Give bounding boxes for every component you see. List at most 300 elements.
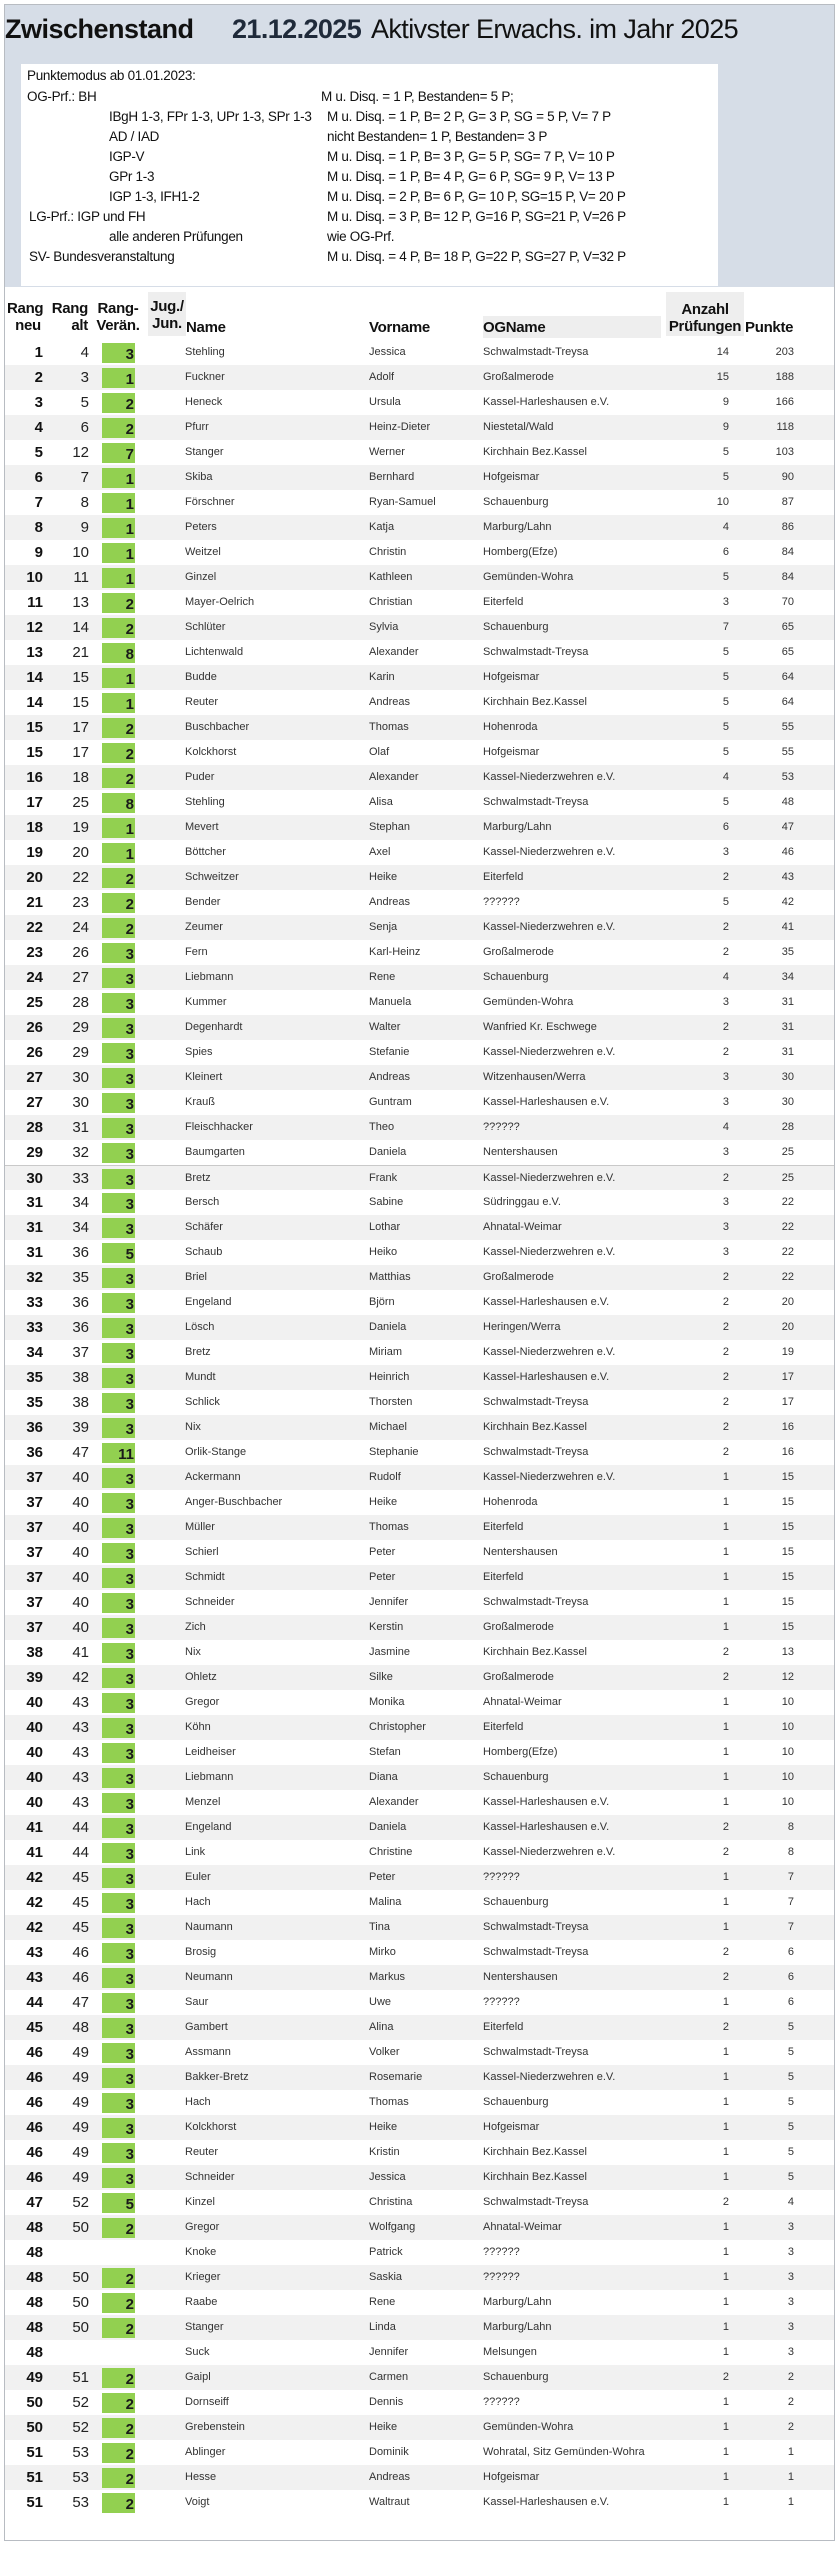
cell-vorname: Guntram	[369, 1096, 412, 1108]
legend-rule: wie OG-Prf.	[327, 229, 395, 244]
table-row	[5, 2315, 834, 2340]
col-vorname: Vorname	[369, 319, 430, 336]
cell-vorname: Rene	[369, 2296, 396, 2308]
cell-rang-neu: 22	[26, 919, 43, 936]
cell-rang-change: 3	[102, 1793, 135, 1813]
col-rang-veraen	[93, 300, 143, 334]
cell-vorname: Peter	[369, 1571, 396, 1583]
cell-name: Stanger	[185, 2321, 224, 2333]
cell-rang-change: 1	[102, 468, 135, 488]
legend-category: IGP-V	[109, 149, 145, 164]
cell-punkte: 166	[775, 396, 794, 408]
cell-ogname: Hofgeismar	[483, 471, 540, 483]
cell-name: Lösch	[185, 1321, 215, 1333]
cell-rang-neu: 44	[26, 1994, 43, 2011]
cell-name: Fern	[185, 946, 208, 958]
cell-ogname: ??????	[483, 2246, 520, 2258]
table-row	[5, 1390, 834, 1415]
cell-name: Orlik-Stange	[185, 1446, 247, 1458]
cell-rang-neu: 42	[26, 1869, 43, 1886]
table-row	[5, 1815, 834, 1840]
cell-rang-alt: 49	[72, 2044, 89, 2061]
cell-punkte: 15	[781, 1571, 794, 1583]
cell-vorname: Ryan-Samuel	[369, 496, 436, 508]
cell-rang-neu: 36	[26, 1419, 43, 1436]
cell-anzahl-pruefungen: 1	[722, 2296, 729, 2308]
table-row	[5, 1415, 834, 1440]
cell-rang-neu: 46	[26, 2169, 43, 2186]
cell-rang-change: 3	[102, 1493, 135, 1513]
cell-name: Bender	[185, 896, 221, 908]
legend-rule: M u. Disq. = 1 P, Bestanden= 5 P;	[321, 89, 514, 104]
cell-vorname: Axel	[369, 846, 391, 858]
cell-punkte: 15	[781, 1546, 794, 1558]
cell-anzahl-pruefungen: 2	[722, 1946, 729, 1958]
cell-rang-neu: 33	[26, 1319, 43, 1336]
cell-vorname: Monika	[369, 1696, 405, 1708]
table-row	[5, 915, 834, 940]
cell-rang-alt: 15	[72, 694, 89, 711]
table-row	[5, 1515, 834, 1540]
cell-vorname: Stefan	[369, 1746, 401, 1758]
cell-rang-alt: 49	[72, 2169, 89, 2186]
table-row	[5, 590, 834, 615]
cell-name: Stehling	[185, 796, 225, 808]
cell-rang-change: 2	[102, 2268, 135, 2288]
cell-punkte: 6	[787, 1996, 794, 2008]
table-row	[5, 1440, 834, 1465]
cell-punkte: 25	[781, 1146, 794, 1158]
cell-anzahl-pruefungen: 1	[722, 1796, 729, 1808]
cell-anzahl-pruefungen: 1	[722, 1921, 729, 1933]
cell-rang-change: 3	[102, 1193, 135, 1213]
cell-rang-change: 3	[102, 1293, 135, 1313]
cell-vorname: Sylvia	[369, 621, 399, 633]
cell-anzahl-pruefungen: 2	[722, 871, 729, 883]
cell-rang-neu: 40	[26, 1744, 43, 1761]
table-row	[5, 2240, 834, 2265]
cell-rang-change: 1	[102, 693, 135, 713]
cell-name: Briel	[185, 1271, 208, 1283]
cell-ogname: Schauenburg	[483, 621, 549, 633]
cell-rang-change: 1	[102, 568, 135, 588]
cell-vorname: Werner	[369, 446, 405, 458]
cell-rang-neu: 26	[26, 1019, 43, 1036]
cell-name: Liebmann	[185, 971, 234, 983]
cell-ogname: Südringgau e.V.	[483, 1196, 561, 1208]
table-row	[5, 2140, 834, 2165]
cell-rang-alt: 5	[80, 394, 89, 411]
cell-punkte: 5	[787, 2096, 794, 2108]
cell-rang-neu: 35	[26, 1369, 43, 1386]
cell-rang-neu: 20	[26, 869, 43, 886]
cell-vorname: Andreas	[369, 696, 410, 708]
cell-rang-neu: 51	[26, 2494, 43, 2511]
cell-rang-change: 1	[102, 543, 135, 563]
cell-vorname: Thomas	[369, 2096, 409, 2108]
cell-anzahl-pruefungen: 4	[722, 971, 729, 983]
cell-vorname: Alexander	[369, 771, 419, 783]
cell-vorname: Heike	[369, 2121, 398, 2133]
cell-rang-neu: 36	[26, 1444, 43, 1461]
cell-rang-change: 3	[102, 1169, 135, 1189]
cell-rang-neu: 37	[26, 1519, 43, 1536]
legend-category: IBgH 1-3, FPr 1-3, UPr 1-3, SPr 1-3	[109, 109, 312, 124]
table-row	[5, 1790, 834, 1815]
cell-rang-neu: 37	[26, 1469, 43, 1486]
cell-vorname: Senja	[369, 921, 398, 933]
cell-anzahl-pruefungen: 5	[722, 471, 729, 483]
ranking-table	[5, 340, 834, 2515]
cell-vorname: Carmen	[369, 2371, 409, 2383]
legend-category: GPr 1-3	[109, 169, 155, 184]
table-row	[5, 2215, 834, 2240]
cell-ogname: Nentershausen	[483, 1546, 558, 1558]
cell-vorname: Christopher	[369, 1721, 426, 1733]
cell-vorname: Wolfgang	[369, 2221, 416, 2233]
cell-ogname: Schwalmstadt-Treysa	[483, 1596, 589, 1608]
cell-ogname: ??????	[483, 1996, 520, 2008]
cell-rang-change: 2	[102, 2293, 135, 2313]
cell-vorname: Volker	[369, 2046, 400, 2058]
cell-rang-neu: 15	[26, 744, 43, 761]
cell-name: Böttcher	[185, 846, 226, 858]
cell-vorname: Walter	[369, 1021, 401, 1033]
cell-rang-alt: 43	[72, 1719, 89, 1736]
cell-rang-change: 2	[102, 868, 135, 888]
cell-name: Link	[185, 1846, 206, 1858]
cell-rang-alt: 17	[72, 744, 89, 761]
cell-vorname: Jasmine	[369, 1646, 410, 1658]
cell-name: Euler	[185, 1871, 211, 1883]
cell-punkte: 10	[781, 1746, 794, 1758]
table-row	[5, 1540, 834, 1565]
cell-rang-neu: 1	[34, 344, 43, 361]
cell-rang-change: 8	[102, 643, 135, 663]
cell-vorname: Andreas	[369, 896, 410, 908]
cell-ogname: Kassel-Niederzwehren e.V.	[483, 1246, 616, 1258]
cell-vorname: Manuela	[369, 996, 412, 1008]
cell-ogname: Eiterfeld	[483, 1721, 524, 1733]
cell-rang-neu: 10	[26, 569, 43, 586]
cell-ogname: Schwalmstadt-Treysa	[483, 796, 589, 808]
cell-rang-neu: 38	[26, 1644, 43, 1661]
cell-vorname: Tina	[369, 1921, 390, 1933]
cell-anzahl-pruefungen: 1	[722, 2471, 729, 2483]
cell-name: Ablinger	[185, 2446, 226, 2458]
table-row	[5, 415, 834, 440]
cell-ogname: Kassel-Harleshausen e.V.	[483, 1796, 610, 1808]
cell-anzahl-pruefungen: 1	[722, 2246, 729, 2258]
table-row	[5, 1065, 834, 1090]
cell-anzahl-pruefungen: 2	[722, 1846, 729, 1858]
cell-vorname: Björn	[369, 1296, 395, 1308]
cell-anzahl-pruefungen: 6	[722, 821, 729, 833]
cell-ogname: Schwalmstadt-Treysa	[483, 1396, 589, 1408]
cell-punkte: 10	[781, 1771, 794, 1783]
table-row	[5, 1740, 834, 1765]
table-row	[5, 1915, 834, 1940]
cell-anzahl-pruefungen: 1	[722, 1896, 729, 1908]
cell-name: Heneck	[185, 396, 223, 408]
cell-name: Kolckhorst	[185, 2121, 237, 2133]
table-row	[5, 2090, 834, 2115]
cell-ogname: ??????	[483, 2271, 520, 2283]
cell-punkte: 46	[781, 846, 794, 858]
cell-punkte: 5	[787, 2021, 794, 2033]
table-row	[5, 1290, 834, 1315]
cell-anzahl-pruefungen: 2	[722, 1646, 729, 1658]
cell-name: Gregor	[185, 2221, 220, 2233]
cell-rang-change: 3	[102, 1418, 135, 1438]
cell-ogname: Großalmerode	[483, 1671, 554, 1683]
cell-anzahl-pruefungen: 5	[722, 446, 729, 458]
cell-rang-neu: 42	[26, 1894, 43, 1911]
cell-ogname: Kirchhain Bez.Kassel	[483, 2171, 587, 2183]
cell-vorname: Kathleen	[369, 571, 413, 583]
cell-name: Kolckhorst	[185, 746, 237, 758]
cell-punkte: 35	[781, 946, 794, 958]
cell-rang-change: 3	[102, 1368, 135, 1388]
cell-anzahl-pruefungen: 1	[722, 1571, 729, 1583]
cell-rang-alt: 45	[72, 1894, 89, 1911]
table-row	[5, 1865, 834, 1890]
cell-rang-neu: 51	[26, 2469, 43, 2486]
table-row	[5, 1965, 834, 1990]
cell-name: Stehling	[185, 346, 225, 358]
title-label: Zwischenstand	[5, 14, 194, 44]
cell-rang-neu: 39	[26, 1669, 43, 1686]
cell-rang-neu: 46	[26, 2144, 43, 2161]
cell-punkte: 65	[781, 646, 794, 658]
col-rang-alt-l2: alt	[71, 317, 88, 334]
cell-name: Zeumer	[185, 921, 223, 933]
cell-name: Gambert	[185, 2021, 228, 2033]
cell-rang-alt: 22	[72, 869, 89, 886]
cell-ogname: Schauenburg	[483, 971, 549, 983]
table-row	[5, 1365, 834, 1390]
cell-rang-change: 2	[102, 393, 135, 413]
cell-anzahl-pruefungen: 1	[722, 1746, 729, 1758]
cell-punkte: 5	[787, 2071, 794, 2083]
cell-rang-neu: 13	[26, 644, 43, 661]
cell-vorname: Heike	[369, 2421, 398, 2433]
cell-vorname: Christin	[369, 546, 407, 558]
legend-category: OG-Prf.: BH	[27, 89, 97, 104]
table-row	[5, 2340, 834, 2365]
cell-punkte: 5	[787, 2046, 794, 2058]
cell-anzahl-pruefungen: 2	[722, 1371, 729, 1383]
cell-rang-neu: 46	[26, 2094, 43, 2111]
cell-rang-change: 3	[102, 1018, 135, 1038]
col-ogname: OGName	[483, 316, 661, 338]
table-row	[5, 2190, 834, 2215]
cell-anzahl-pruefungen: 1	[722, 2396, 729, 2408]
table-row	[5, 2365, 834, 2390]
cell-rang-alt: 40	[72, 1544, 89, 1561]
cell-anzahl-pruefungen: 2	[722, 1396, 729, 1408]
cell-rang-neu: 45	[26, 2019, 43, 2036]
cell-rang-neu: 4	[34, 419, 43, 436]
cell-rang-neu: 26	[26, 1044, 43, 1061]
cell-vorname: Jessica	[369, 2171, 406, 2183]
cell-anzahl-pruefungen: 2	[722, 1271, 729, 1283]
cell-rang-alt: 50	[72, 2219, 89, 2236]
cell-rang-alt: 12	[72, 444, 89, 461]
cell-rang-neu: 15	[26, 719, 43, 736]
cell-punkte: 2	[787, 2371, 794, 2383]
cell-vorname: Dominik	[369, 2446, 409, 2458]
cell-rang-alt: 35	[72, 1269, 89, 1286]
cell-rang-change	[102, 2243, 135, 2263]
cell-rang-change: 3	[102, 1518, 135, 1538]
cell-rang-neu: 42	[26, 1919, 43, 1936]
cell-ogname: Eiterfeld	[483, 871, 524, 883]
cell-ogname: Wanfried Kr. Eschwege	[483, 1021, 597, 1033]
cell-anzahl-pruefungen: 4	[722, 521, 729, 533]
cell-ogname: Ahnatal-Weimar	[483, 1696, 562, 1708]
cell-name: Müller	[185, 1521, 215, 1533]
cell-ogname: Nentershausen	[483, 1146, 558, 1158]
cell-name: Krieger	[185, 2271, 221, 2283]
cell-rang-alt: 46	[72, 1944, 89, 1961]
cell-anzahl-pruefungen: 7	[722, 621, 729, 633]
cell-anzahl-pruefungen: 5	[722, 671, 729, 683]
cell-punkte: 7	[787, 1896, 794, 1908]
cell-rang-change: 3	[102, 1568, 135, 1588]
cell-ogname: Ahnatal-Weimar	[483, 1221, 562, 1233]
cell-rang-change: 2	[102, 2443, 135, 2463]
cell-anzahl-pruefungen: 5	[722, 746, 729, 758]
cell-anzahl-pruefungen: 1	[722, 1496, 729, 1508]
title-date: 21.12.2025	[232, 14, 362, 44]
cell-rang-change: 2	[102, 2468, 135, 2488]
cell-punkte: 34	[781, 971, 794, 983]
table-row	[5, 1565, 834, 1590]
cell-rang-alt: 30	[72, 1069, 89, 1086]
cell-rang-neu: 31	[26, 1194, 43, 1211]
cell-vorname: Malina	[369, 1896, 402, 1908]
cell-anzahl-pruefungen: 5	[722, 571, 729, 583]
cell-vorname: Alexander	[369, 646, 419, 658]
cell-rang-neu: 17	[26, 794, 43, 811]
cell-anzahl-pruefungen: 3	[722, 1246, 729, 1258]
cell-anzahl-pruefungen: 3	[722, 1146, 729, 1158]
cell-rang-neu: 41	[26, 1819, 43, 1836]
cell-punkte: 28	[781, 1121, 794, 1133]
cell-rang-alt: 40	[72, 1569, 89, 1586]
cell-vorname: Thomas	[369, 721, 409, 733]
table-row	[5, 665, 834, 690]
cell-ogname: Witzenhausen/Werra	[483, 1071, 586, 1083]
cell-ogname: Kassel-Niederzwehren e.V.	[483, 1346, 616, 1358]
cell-rang-change: 3	[102, 1893, 135, 1913]
cell-rang-alt: 49	[72, 2094, 89, 2111]
cell-rang-change: 3	[102, 1318, 135, 1338]
cell-rang-neu: 41	[26, 1844, 43, 1861]
cell-ogname: Hohenroda	[483, 721, 538, 733]
cell-vorname: Uwe	[369, 1996, 392, 2008]
table-row	[5, 615, 834, 640]
cell-vorname: Heinrich	[369, 1371, 410, 1383]
col-rang-neu-l2: neu	[15, 317, 41, 334]
cell-ogname: Schauenburg	[483, 1896, 549, 1908]
cell-rang-change: 1	[102, 818, 135, 838]
cell-rang-alt: 7	[80, 469, 89, 486]
cell-rang-neu: 51	[26, 2444, 43, 2461]
cell-anzahl-pruefungen: 2	[722, 1446, 729, 1458]
cell-punkte: 86	[781, 521, 794, 533]
cell-punkte: 10	[781, 1796, 794, 1808]
cell-vorname: Saskia	[369, 2271, 403, 2283]
cell-ogname: Eiterfeld	[483, 1521, 524, 1533]
cell-rang-alt: 14	[72, 619, 89, 636]
cell-rang-change: 3	[102, 943, 135, 963]
cell-rang-change: 3	[102, 1543, 135, 1563]
cell-punkte: 3	[787, 2321, 794, 2333]
cell-rang-change: 1	[102, 668, 135, 688]
cell-anzahl-pruefungen: 6	[722, 546, 729, 558]
cell-rang-alt: 52	[72, 2394, 89, 2411]
table-row	[5, 490, 834, 515]
cell-rang-neu: 12	[26, 619, 43, 636]
cell-rang-alt: 40	[72, 1494, 89, 1511]
cell-punkte: 6	[787, 1946, 794, 1958]
table-row	[5, 540, 834, 565]
cell-anzahl-pruefungen: 1	[722, 2271, 729, 2283]
cell-anzahl-pruefungen: 2	[722, 1321, 729, 1333]
table-row	[5, 790, 834, 815]
cell-rang-alt: 40	[72, 1594, 89, 1611]
cell-punkte: 20	[781, 1296, 794, 1308]
cell-rang-change: 3	[102, 1868, 135, 1888]
cell-rang-alt: 36	[72, 1294, 89, 1311]
cell-punkte: 87	[781, 496, 794, 508]
cell-anzahl-pruefungen: 15	[716, 371, 729, 383]
cell-anzahl-pruefungen: 1	[722, 2421, 729, 2433]
cell-rang-alt: 30	[72, 1094, 89, 1111]
cell-name: Köhn	[185, 1721, 211, 1733]
cell-anzahl-pruefungen: 4	[722, 771, 729, 783]
cell-punkte: 5	[787, 2121, 794, 2133]
cell-punkte: 15	[781, 1596, 794, 1608]
cell-punkte: 1	[787, 2446, 794, 2458]
cell-punkte: 3	[787, 2271, 794, 2283]
cell-rang-change: 7	[102, 443, 135, 463]
cell-anzahl-pruefungen: 14	[716, 346, 729, 358]
cell-ogname: Kirchhain Bez.Kassel	[483, 696, 587, 708]
cell-rang-neu: 35	[26, 1394, 43, 1411]
cell-ogname: Schwalmstadt-Treysa	[483, 1921, 589, 1933]
cell-vorname: Christian	[369, 596, 413, 608]
cell-anzahl-pruefungen: 1	[722, 1471, 729, 1483]
cell-rang-alt: 48	[72, 2019, 89, 2036]
cell-rang-alt: 26	[72, 944, 89, 961]
cell-name: Pfurr	[185, 421, 209, 433]
cell-rang-neu: 32	[26, 1269, 43, 1286]
cell-ogname: Kirchhain Bez.Kassel	[483, 1646, 587, 1658]
table-header	[5, 290, 834, 340]
cell-ogname: Kassel-Niederzwehren e.V.	[483, 771, 616, 783]
cell-name: Gregor	[185, 1696, 220, 1708]
cell-name: Liebmann	[185, 1771, 234, 1783]
cell-rang-change: 3	[102, 1218, 135, 1238]
cell-rang-alt: 33	[72, 1170, 89, 1187]
cell-ogname: Melsungen	[483, 2346, 537, 2358]
cell-rang-alt: 21	[72, 644, 89, 661]
cell-rang-neu: 30	[26, 1170, 43, 1187]
cell-rang-neu: 18	[26, 819, 43, 836]
